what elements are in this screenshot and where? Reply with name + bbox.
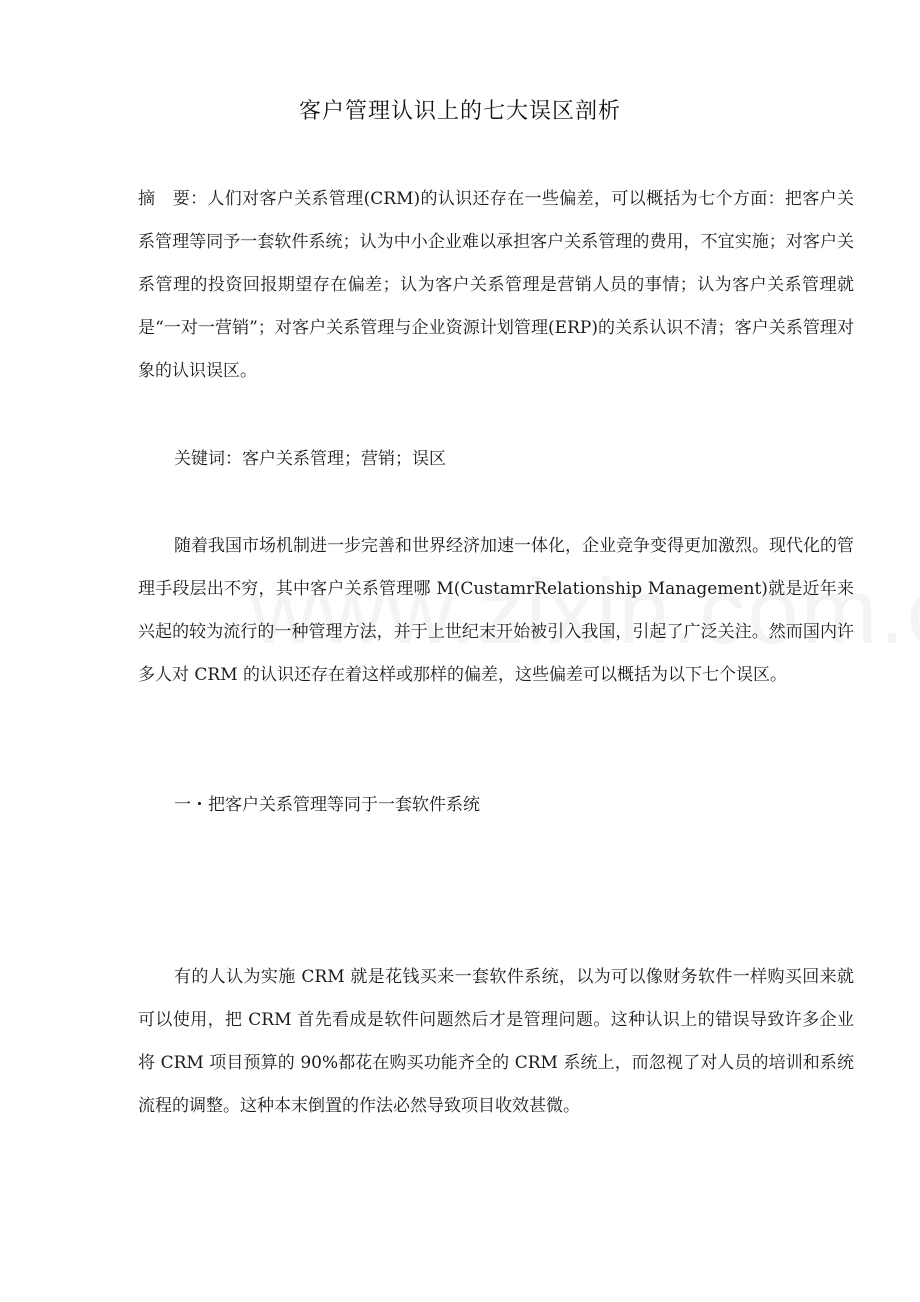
intro-paragraph: 随着我国市场机制进一步完善和世界经济加速一体化，企业竞争变得更加激烈。现代化的管理手段层出不穷，其中客户关系管理哪 M(CustamrRelationship Management)就是近年来兴起的较为流行的一种管理方法，并于上世纪末开始被引入我国，引起了广泛关注。然而国内许多人对 CRM 的认识还存在着这样或那样的偏差，这些偏差可以概括为以下七个误区。 bbox=[138, 536, 854, 685]
section-heading-1: 一・把客户关系管理等同于一套软件系统 bbox=[174, 795, 480, 815]
section-1-paragraph: 有的人认为实施 CRM 就是花钱买来一套软件系统，以为可以像财务软件一样购买回来就可以使用，把 CRM 首先看成是软件问题然后才是管理问题。这种认识上的错误导致许多企业将 CRM 项目预算的 90%都花在购买功能齐全的 CRM 系统上，而忽视了对人员的培训和系统流程的调整。这种本末倒置的作法必然导致项目收效甚微。 bbox=[138, 967, 854, 1116]
abstract-paragraph: 摘 要：人们对客户关系管理(CRM)的认识还存在一些偏差，可以概括为七个方面：把客户关系管理等同予一套软件系统；认为中小企业难以承担客户关系管理的费用，不宜实施；对客户关系管理的投资回报期望存在偏差；认为客户关系管理是营销人员的事情；认为客户关系管理就是“一对一营销”；对客户关系管理与企业资源计划管理(ERP)的关系认识不清；客户关系管理对象的认识误区。 bbox=[138, 189, 854, 381]
keywords-line: 关键词：客户关系管理；营销；误区 bbox=[174, 449, 446, 469]
document-title: 客户管理认识上的七大误区剖析 bbox=[298, 99, 621, 124]
